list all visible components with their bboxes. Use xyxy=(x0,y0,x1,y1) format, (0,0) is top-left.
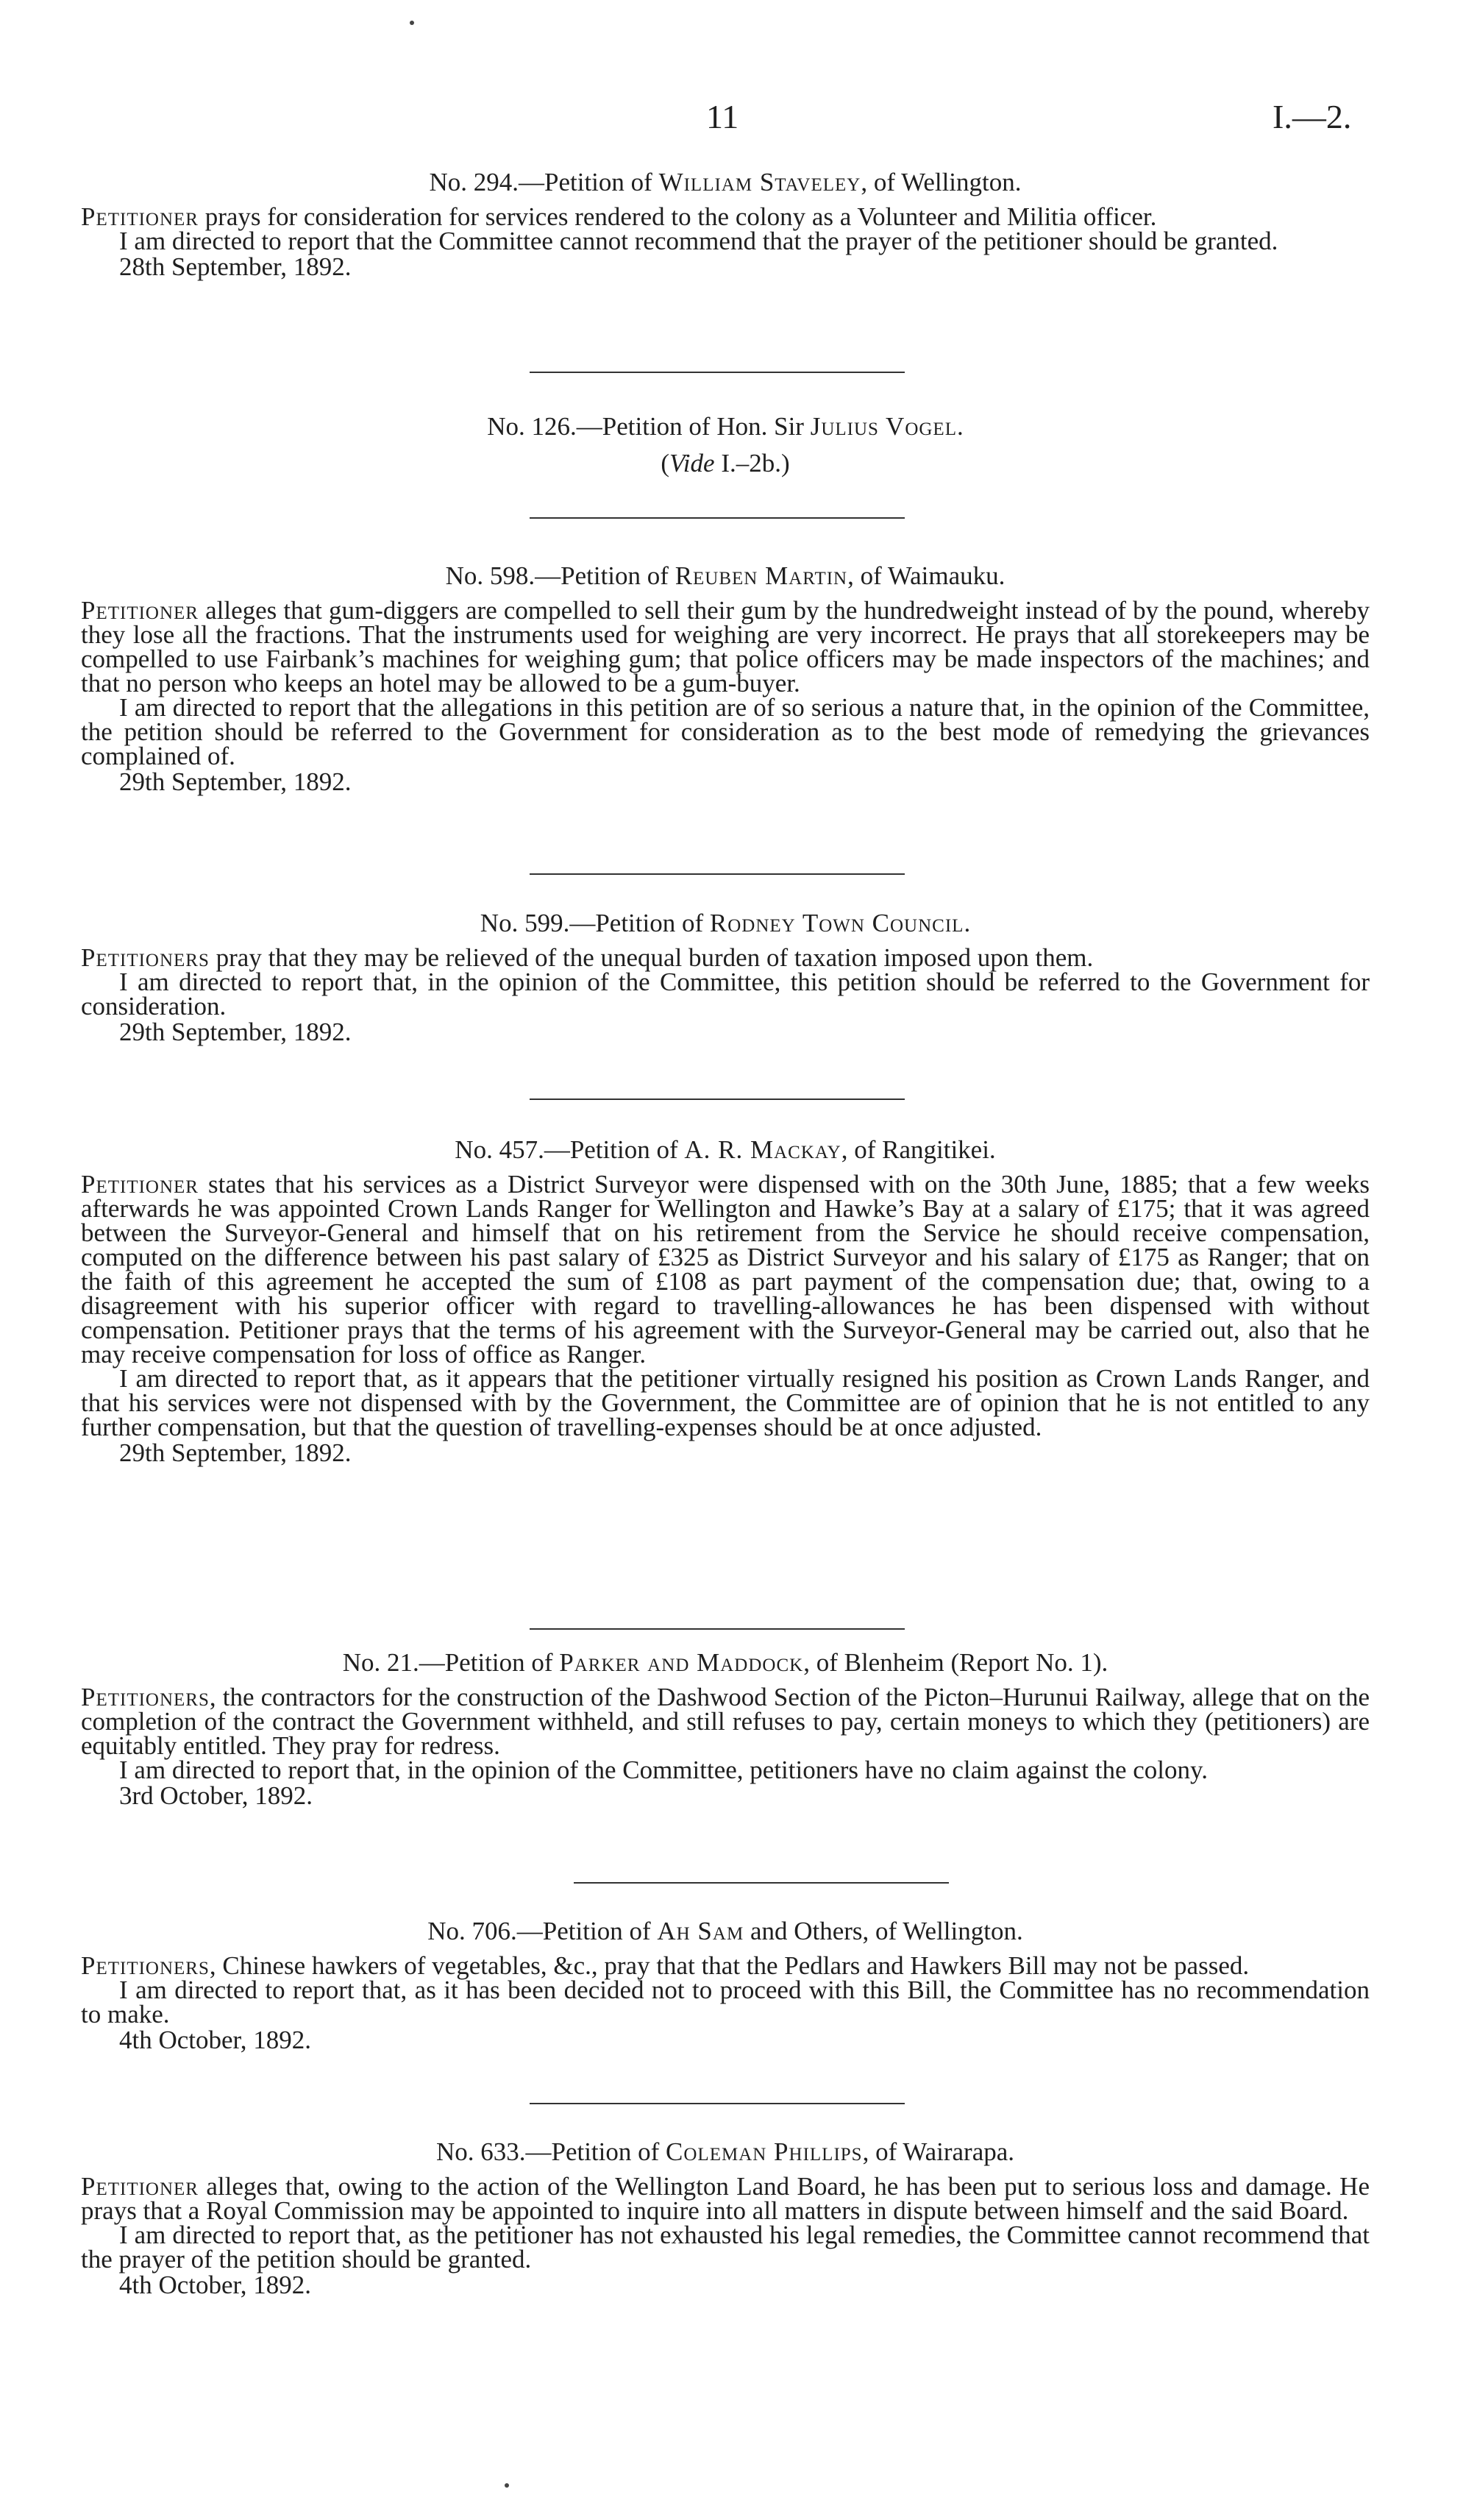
petition-457 xyxy=(81,1135,1370,1469)
petition-294 xyxy=(81,168,1370,283)
petitioner-name: Reuben Martin xyxy=(675,561,848,590)
committee-report: I am directed to report that, in the opinion of the Committee, petitioners have no claim against the colony. xyxy=(119,1756,1208,1784)
committee-report: I am directed to report that the Committee cannot recommend that the prayer of the petitioner should be granted. xyxy=(119,227,1278,255)
petition-prayer: Petitioners, the contractors for the construction of the Dashwood Section of the Picton–Hurunui Railway, allege that on the completion of the contract the Government withheld, and still refuses to pay, certain moneys to which they (petitioners) are equitably entitled. They pray for redress. xyxy=(81,1683,1370,1760)
section-divider xyxy=(530,372,905,373)
committee-report: I am directed to report that, in the opinion of the Committee, this petition should be referred to the Government for consideration. xyxy=(81,968,1370,1021)
report-date: 29th September, 1892. xyxy=(119,767,352,796)
page-number: 11 xyxy=(706,98,739,135)
report-date: 4th October, 1892. xyxy=(119,2026,312,2054)
document-reference: I.—2. xyxy=(1273,98,1352,135)
petition-title: No. 633.—Petition of Coleman Phillips, of Wairarapa. xyxy=(435,2137,1015,2166)
section-divider xyxy=(530,1628,905,1630)
petition-21 xyxy=(81,1648,1370,1811)
section-divider xyxy=(530,1098,905,1100)
petitioner-name: Parker and Maddock xyxy=(559,1648,804,1677)
petition-title: No. 126.—Petition of Hon. Sir Julius Vogel. xyxy=(487,412,964,441)
committee-report: I am directed to report that, as it has been decided not to proceed with this Bill, the Committee has no recommendation to make. xyxy=(81,1976,1370,2029)
petition-prayer: Petitioner prays for consideration for services rendered to the colony as a Volunteer and Militia officer. xyxy=(81,202,1157,231)
committee-report: I am directed to report that, as the petitioner has not exhausted his legal remedies, the Committee cannot recommend that the prayer of the petition should be granted. xyxy=(81,2221,1370,2274)
petitioner-name: Rodney Town Council xyxy=(709,909,964,937)
section-divider xyxy=(530,873,905,875)
petition-prayer: Petitioners, Chinese hawkers of vegetables, &c., pray that that the Pedlars and Hawkers Bill may not be passed. xyxy=(81,1951,1250,1980)
petition-706 xyxy=(81,1917,1370,2056)
petitioner-name: Ah Sam xyxy=(657,1917,744,1945)
vide-reference: (Vide I.–2b.) xyxy=(661,449,790,478)
petition-title: No. 21.—Petition of Parker and Maddock, of Blenheim (Report No. 1). xyxy=(342,1648,1108,1677)
petition-599 xyxy=(81,909,1370,1048)
report-date: 29th September, 1892. xyxy=(119,1438,352,1467)
section-divider xyxy=(574,1882,949,1884)
report-date: 3rd October, 1892. xyxy=(119,1781,313,1810)
petition-title: No. 599.—Petition of Rodney Town Council. xyxy=(480,909,971,937)
petition-title: No. 706.—Petition of Ah Sam and Others, of Wellington. xyxy=(427,1917,1023,1945)
petition-title: No. 598.—Petition of Reuben Martin, of Waimauku. xyxy=(445,561,1006,590)
petitioner-name: William Staveley xyxy=(658,168,861,196)
report-date: 28th September, 1892. xyxy=(119,252,352,281)
petition-prayer: Petitioner alleges that gum-diggers are compelled to sell their gum by the hundredweight instead of by the pound, whereby they lose all the fractions. That the instruments used for weighing are very incorrect. He prays that all storekeepers may be compelled to use Fairbank’s machines for weighing gum; that police officers may be made inspectors of the machines; and that no person who keeps an hotel may be allowed to be a gum-buyer. xyxy=(81,596,1370,698)
report-date: 4th October, 1892. xyxy=(119,2271,312,2299)
petitioner-name: Coleman Phillips xyxy=(666,2137,863,2166)
petitioner-name: A. R. Mackay xyxy=(684,1135,841,1164)
petition-126 xyxy=(81,412,1370,478)
petition-prayer: Petitioner alleges that, owing to the action of the Wellington Land Board, he has been put to serious loss and damage. He prays that a Royal Commission may be appointed to inquire into all matters in dispute between himself and the said Board. xyxy=(81,2172,1370,2225)
section-divider xyxy=(530,2103,905,2104)
petition-598 xyxy=(81,561,1370,798)
petition-633 xyxy=(81,2137,1370,2301)
scan-speck xyxy=(410,21,414,25)
committee-report: I am directed to report that the allegations in this petition are of so serious a nature that, in the opinion of the Committee, the petition should be referred to the Government for consideration as to the best mode of remedying the grievances complained of. xyxy=(81,693,1370,770)
petitioner-name: Julius Vogel xyxy=(810,412,957,441)
petition-title: No. 294.—Petition of William Staveley, of Wellington. xyxy=(429,168,1022,196)
section-divider xyxy=(530,517,905,519)
report-date: 29th September, 1892. xyxy=(119,1018,352,1046)
scan-speck xyxy=(505,2483,509,2488)
petition-title: No. 457.—Petition of A. R. Mackay, of Rangitikei. xyxy=(455,1135,996,1164)
committee-report: I am directed to report that, as it appears that the petitioner virtually resigned his position as Crown Lands Ranger, and that his services were not dispensed with by the Government, the Committee are of opinion that he is not entitled to any further compensation, but that the question of travelling-expenses should be at once adjusted. xyxy=(81,1364,1370,1441)
petition-prayer: Petitioner states that his services as a District Surveyor were dispensed with on the 30th June, 1885; that a few weeks afterwards he was appointed Crown Lands Ranger for Wellington and Hawke’s Bay at a salary of £175; that it was agreed between the Surveyor-General and himself that on his retirement from the Service he should receive compensation, computed on the difference between his past salary of £325 as District Surveyor and his salary of £175 as Ranger; that on the faith of this agreement he accepted the sum of £108 as part payment of the compensation due; that, owing to a disagreement with his superior officer with regard to travelling-allowances he has been dispensed with without compensation. Petitioner prays that the terms of his agreement with the Surveyor-General may be carried out, also that he may receive compensation for loss of office as Ranger. xyxy=(81,1170,1370,1369)
petition-prayer: Petitioners pray that they may be relieved of the unequal burden of taxation imposed upon them. xyxy=(81,943,1094,972)
